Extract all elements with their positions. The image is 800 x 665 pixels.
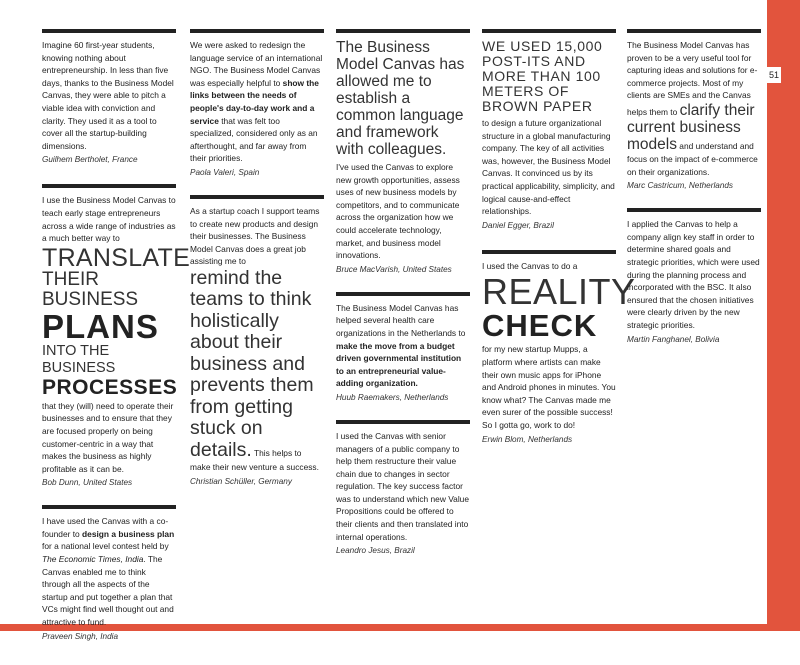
quote-text — [336, 302, 470, 390]
testimonial-schuller — [190, 195, 324, 488]
column-3 — [336, 29, 470, 579]
quote-author: Leandro Jesus, Brazil — [336, 546, 415, 556]
highlight-text: WE USED 15,000 POST-ITS AND MORE THAN 100 METERS OF BROWN PAPER — [482, 38, 603, 114]
quote-text: I used the Canvas with senior managers of a public company to help them restructure their value chain due to changes in sector regulation. The key success factor was to understand which new Value Propositions could be offered to their clients and then translated into internal operations. — [336, 430, 469, 542]
text-run: This helps to make their new venture a success. — [190, 447, 319, 473]
quote-author: Erwin Blom, Netherlands — [482, 434, 573, 444]
testimonial-fanghanel — [627, 208, 761, 345]
headline-word: PLANS — [42, 307, 159, 345]
headline-reality: REALITY — [482, 271, 636, 313]
emphasis: design a business plan — [82, 528, 175, 539]
quote-author: Paola Valeri, Spain — [190, 167, 260, 177]
quote-author: Martin Fanghanel, Bolivia — [627, 334, 720, 344]
quote-intro: As a startup coach I support teams to create new products and design their businesses. The Business Model Canvas does a great job assisting me to — [190, 205, 320, 267]
quote-author: Guilhem Bertholet, France — [42, 155, 138, 165]
quote-author: Huub Raemakers, Netherlands — [336, 392, 449, 402]
text-run: for a national level contest held by — [42, 541, 169, 552]
text-run: and understand and focus on the impact of e-commerce on their organizations. — [627, 140, 758, 177]
testimonial-singh — [42, 505, 176, 642]
highlight-text: clarify their current business models — [627, 101, 755, 153]
testimonial-blom — [482, 250, 636, 446]
testimonial-valeri — [190, 29, 324, 179]
quote-text: I applied the Canvas to help a company align key staff in order to determine shared goals and strategic priorities, which were used during the planning process and incorporated with the BSC. It also ensured that the chosen initiatives were clearly driven by the new strategic priorities. — [627, 219, 760, 330]
column-4 — [482, 29, 636, 468]
quote-author: Marc Castricum, Netherlands — [627, 181, 734, 191]
emphasis: show the links between the needs of people's day-to-day work and a service — [190, 77, 319, 126]
quote-author: Christian Schüller, Germany — [190, 477, 292, 486]
testimonial-macvarish — [336, 29, 470, 276]
quote-text: to design a future organizational structure in a global manufacturing company. The key of all activities was, however, the Business Model Canvas. It convinced us by its practical applicability, simplicity, and logical cause-and-effect relationships. — [482, 118, 615, 217]
quote-outro: that they (will) need to operate their businesses and to ensure that they are focused properly on being customer-centric in a way that makes the business as highly profitable as it can be. — [42, 400, 174, 474]
quote-text — [190, 39, 324, 165]
text-run: I have used the Canvas with a co-founder to — [42, 516, 169, 539]
page-number: 51 — [767, 67, 781, 83]
testimonial-jesus — [336, 420, 470, 557]
quote-text — [42, 515, 176, 628]
text-run: We were asked to redesign the language service of an international NGO. The Business Model Canvas was especially helpful to — [190, 40, 323, 88]
headline-word: INTO THE BUSINESS — [42, 342, 116, 376]
headline-word: TRANSLATE — [42, 243, 191, 272]
quote-text: Imagine 60 first-year students, knowing nothing about entrepreneurship. In less than five days, thanks to the Business Model Canvas, they were able to pitch a viable idea with conviction and clarity. They used it as a tool to cover all the startup-building dimensions. — [42, 40, 174, 151]
quote-author: Daniel Egger, Brazil — [482, 220, 554, 230]
column-2 — [190, 29, 324, 510]
quote-author: Praveen Singh, India — [42, 631, 119, 641]
quote-author: Bob Dunn, United States — [42, 478, 133, 488]
testimonial-bertholet — [42, 29, 176, 166]
quote-text: I've used the Canvas to explore new growth opportunities, assess uses of new business models by competitors, and to communicate across the organization how we could accelerate technology, market, and business model innovations. — [336, 162, 460, 261]
headline-translate — [42, 243, 191, 399]
testimonial-dunn — [42, 184, 191, 489]
publication: The Economic Times, India — [42, 554, 144, 565]
testimonial-egger — [482, 29, 616, 232]
headline-word: PROCESSES — [42, 375, 178, 399]
quote-highlight — [190, 268, 324, 474]
emphasis: make the move from a budget driven governmental institution to an entrepreneurial value-adding organization. — [336, 340, 462, 389]
quote-text — [627, 39, 761, 178]
column-5 — [627, 29, 761, 368]
page-edge-bar — [767, 0, 800, 631]
quote-author: Bruce MacVarish, United States — [336, 264, 452, 274]
quote-intro: I use the Business Model Canvas to teach early stage entrepreneurs across a wide range of industries as a much better way to — [42, 195, 176, 244]
highlight-text: remind the teams to think holistically about their business and prevents them from getting stuck on details. — [190, 266, 314, 461]
text-run: The Business Model Canvas has proven to be a very useful tool for capturing ideas and solutions for e-commerce projects. Most of my clients are SMEs and the Canvas helps them to — [627, 40, 758, 117]
highlight-text: The Business Model Canvas has allowed me to establish a common language and framework with colleagues. — [336, 39, 465, 158]
text-run: that was felt too specialized, considered only as an afterthought, and far away from their priorities. — [190, 115, 318, 164]
testimonial-raemakers — [336, 292, 470, 404]
quote-outro: for my new startup Mupps, a platform where artists can make their own music apps for iPhone and Android phones in minutes. You know what? The Canvas made me even surer of the possible success! So I gotta go, work to do! — [482, 344, 616, 430]
quote-intro: I used the Canvas to do a — [482, 260, 578, 271]
testimonial-castricum — [627, 29, 761, 192]
headline-check: CHECK — [482, 308, 598, 344]
text-run: The Business Model Canvas has helped several health care organizations in the Netherlands to — [336, 302, 466, 338]
column-1 — [42, 29, 191, 665]
headline-word: THEIR BUSINESS — [42, 268, 139, 310]
text-run: . The Canvas enabled me to think through all the aspects of the startup and put together a plan that VCs might find well thought out and attractive to fund. — [42, 554, 174, 628]
